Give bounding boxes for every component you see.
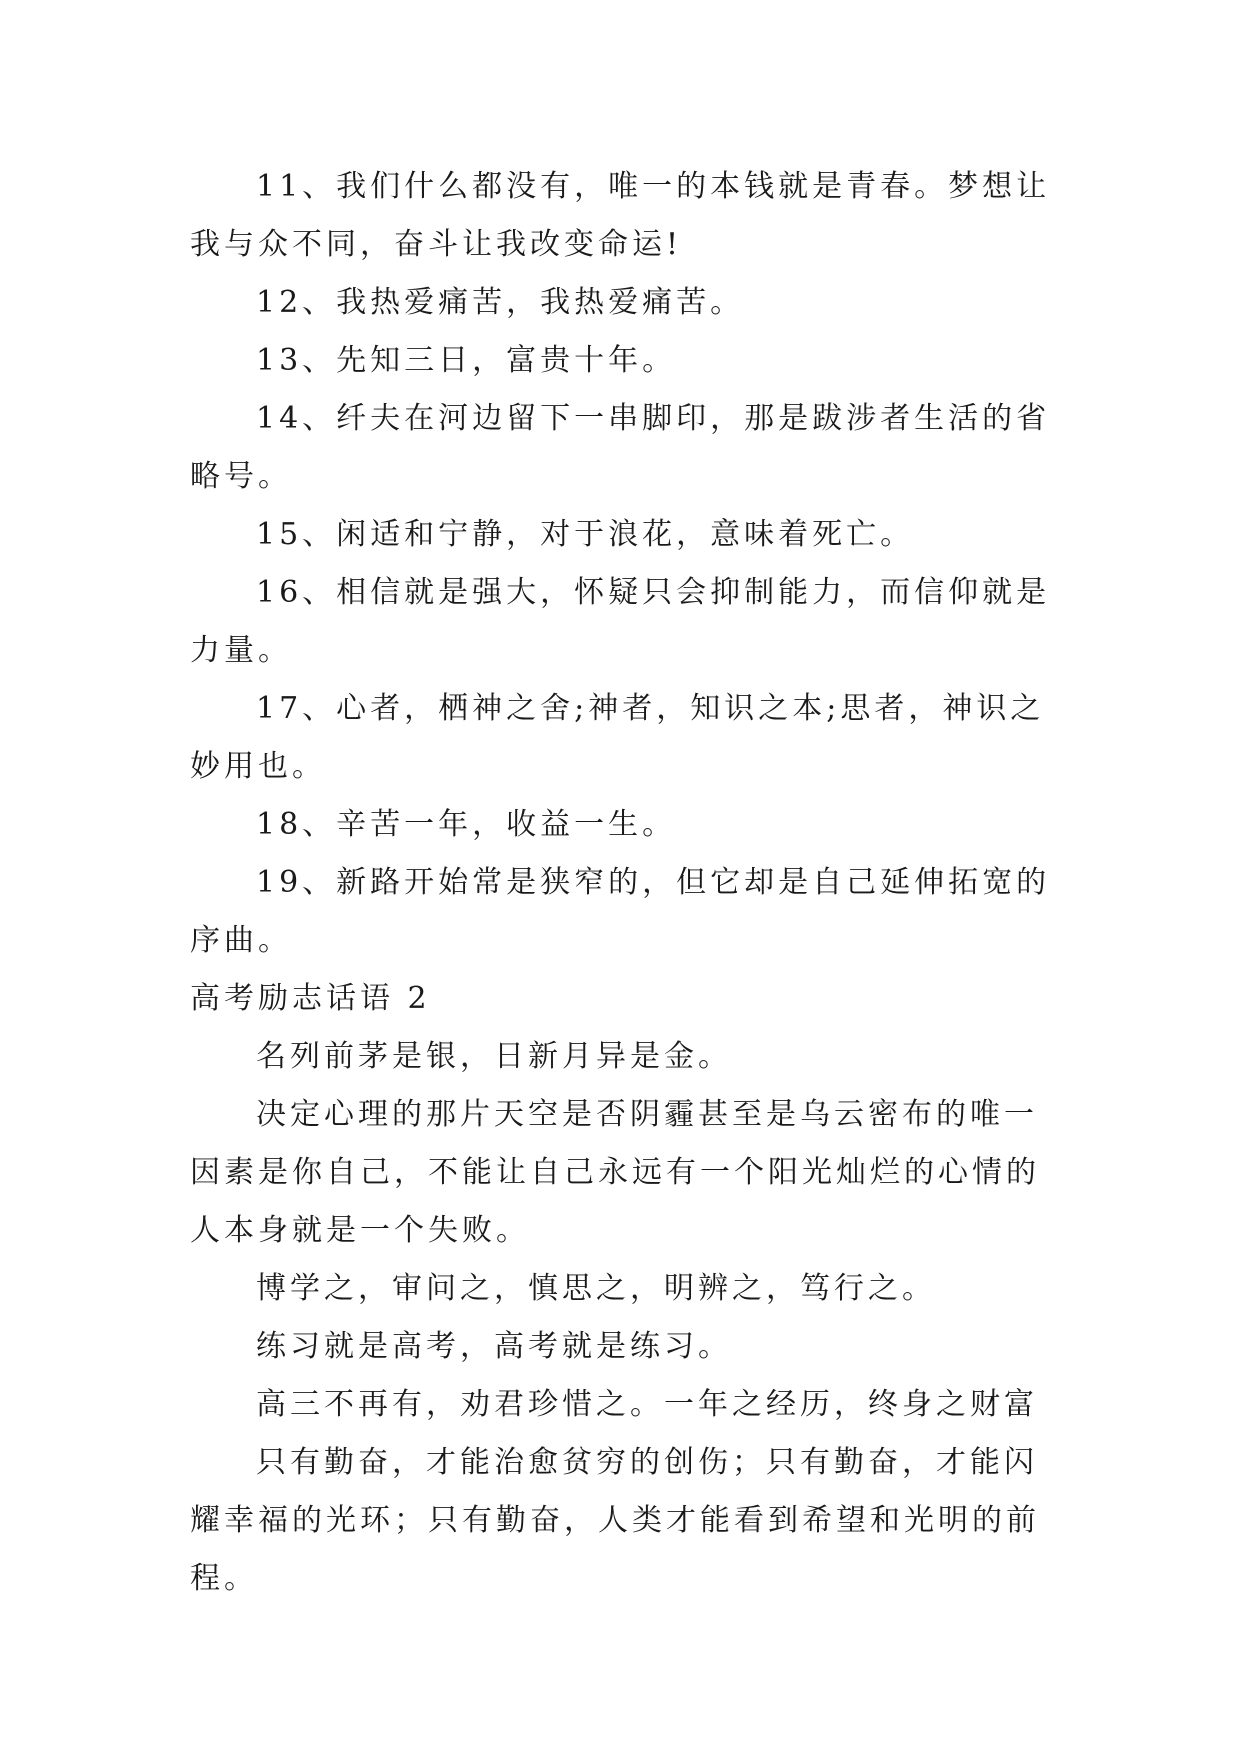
paragraph-18: 18、辛苦一年，收益一生。: [256, 807, 677, 842]
paragraph-11: 11、我们什么都没有，唯一的本钱就是青春。梦想让我与众不同，奋斗让我改变命运!: [190, 169, 1051, 262]
paragraph-12: 12、我热爱痛苦，我热爱痛苦。: [256, 285, 745, 320]
paragraph-15: 15、闲适和宁静，对于浪花，意味着死亡。: [256, 517, 915, 552]
paragraph-14: 14、纤夫在河边留下一串脚印，那是跋涉者生活的省略号。: [190, 401, 1051, 494]
paragraph: 练习就是高考，高考就是练习。: [256, 1329, 732, 1364]
paragraph-16: 16、相信就是强大，怀疑只会抑制能力，而信仰就是力量。: [190, 575, 1051, 668]
section-heading: 高考励志话语 2: [190, 981, 431, 1016]
paragraph: 高三不再有，劝君珍惜之。一年之经历，终身之财富: [256, 1387, 1038, 1422]
paragraph-19: 19、新路开始常是狭窄的，但它却是自己延伸拓宽的序曲。: [190, 865, 1051, 958]
paragraph: 博学之，审问之，慎思之，明辨之，笃行之。: [256, 1271, 936, 1306]
paragraph: 只有勤奋，才能治愈贫穷的创伤；只有勤奋，才能闪耀幸福的光环；只有勤奋，人类才能看到希望和光明的前程。: [190, 1445, 1040, 1596]
document-body: [190, 158, 1070, 1608]
paragraph: 名列前茅是银，日新月异是金。: [256, 1039, 732, 1074]
paragraph-17: 17、心者，栖神之舍;神者，知识之本;思者，神识之妙用也。: [190, 691, 1045, 784]
paragraph: 决定心理的那片天空是否阴霾甚至是乌云密布的唯一因素是你自己，不能让自己永远有一个阳光灿烂的心情的人本身就是一个失败。: [190, 1097, 1040, 1248]
paragraph-13: 13、先知三日，富贵十年。: [256, 343, 677, 378]
